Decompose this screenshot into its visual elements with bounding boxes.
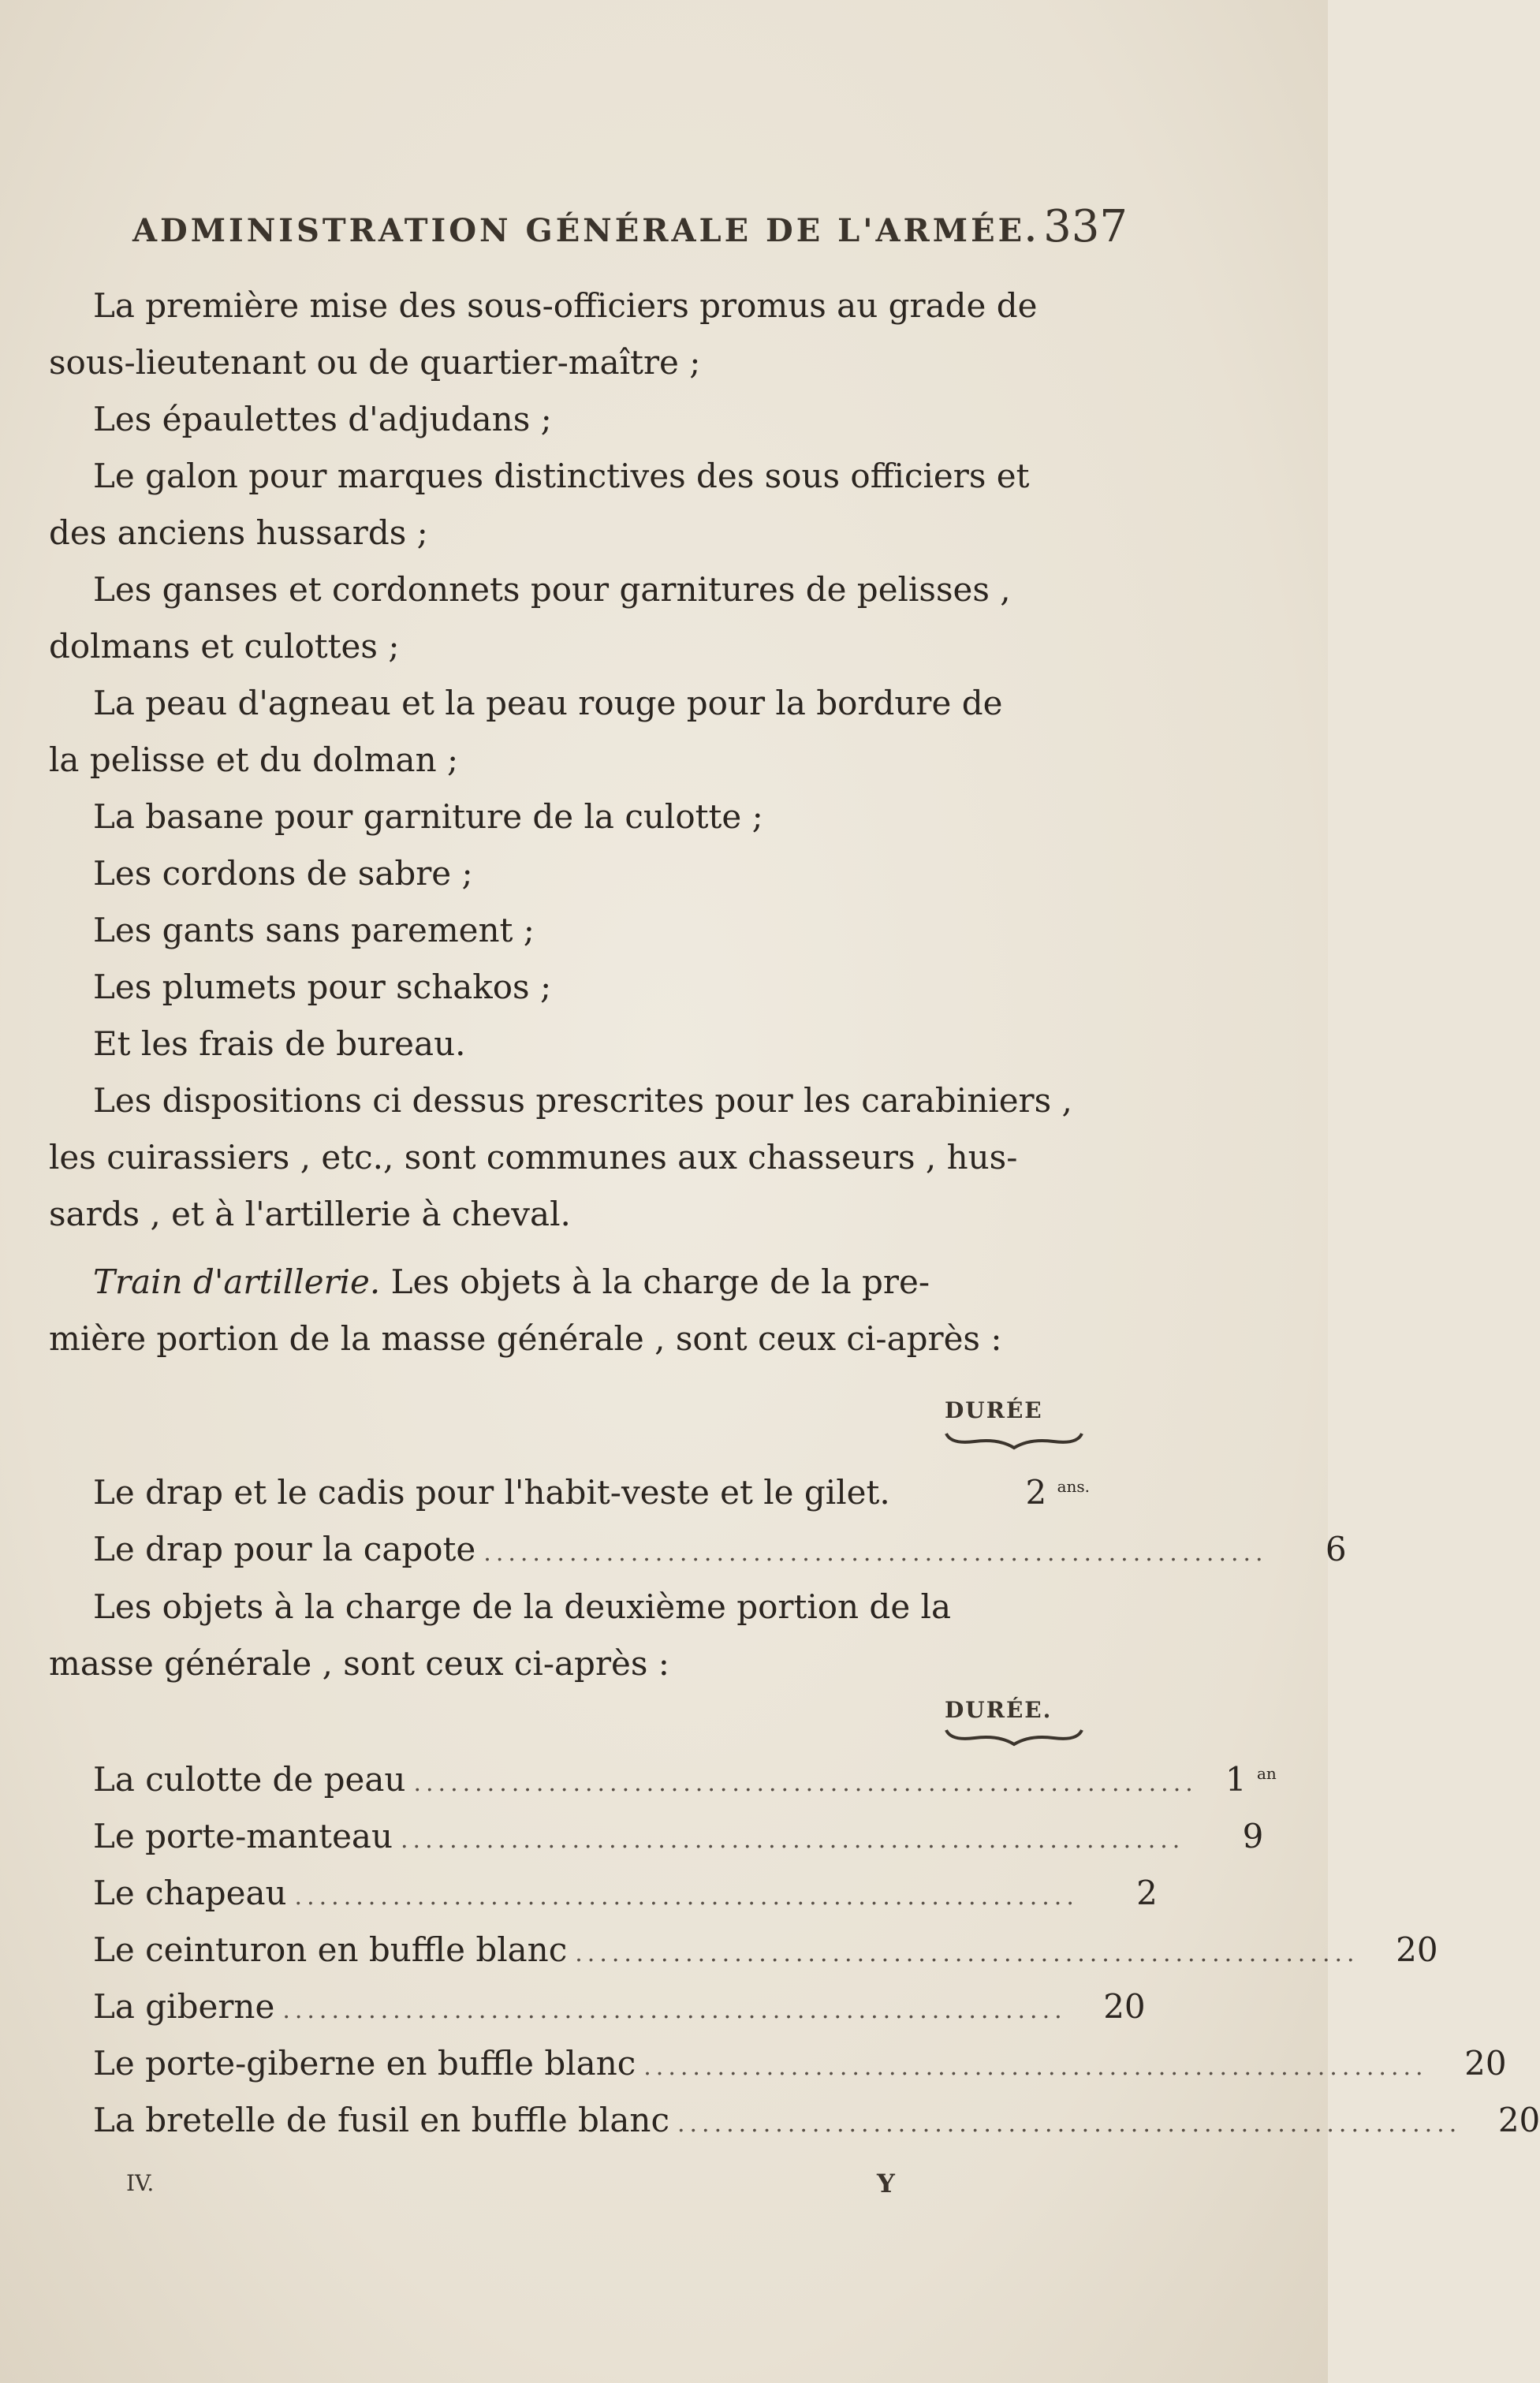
page-number: 337 <box>1043 201 1128 252</box>
table-row <box>93 1817 1264 1855</box>
text-line: sous-lieutenant ou de quartier-maître ; <box>49 343 701 382</box>
text-line: Les cordons de sabre ; <box>93 854 473 893</box>
row-duration: 20 <box>1396 1930 1438 1969</box>
text-line: Et les frais de bureau. <box>93 1024 466 1063</box>
table-row <box>93 2044 1507 2083</box>
train-line-1 <box>93 1254 1071 1311</box>
duration-header: DURÉE. <box>945 1697 1053 1723</box>
row-duration: 1 $^{an}$ <box>1225 1760 1277 1799</box>
brace-icon <box>943 1725 1085 1749</box>
text-line: des anciens hussards ; <box>49 513 428 552</box>
row-label: La bretelle de fusil en buffle blanc <box>93 2101 669 2139</box>
table-row <box>93 1874 1158 1912</box>
text-line: La première mise des sous-officiers promus au grade de <box>93 286 1038 325</box>
text-line: sards , et à l'artillerie à cheval. <box>49 1195 571 1233</box>
dot-leader: ................................................................ <box>413 1770 1198 1797</box>
dot-leader: ................................................................ <box>401 1826 1185 1854</box>
row-duration: 20 <box>1464 2044 1507 2083</box>
table-row <box>93 1473 1090 1512</box>
row-duration: 20 <box>1497 2101 1540 2139</box>
train-line-rest: Les objets à la charge de la pre- <box>380 1262 930 1301</box>
text-line: La basane pour garniture de la culotte ; <box>93 797 763 836</box>
table-row <box>93 1987 1146 2026</box>
text-line: Le galon pour marques distinctives des sous officiers et <box>93 457 1030 495</box>
row-label: Le drap pour la capote <box>93 1530 476 1568</box>
dot-leader: ................................................................ <box>643 2053 1428 2081</box>
row-duration: 2 <box>1136 1874 1158 1912</box>
row-label: La culotte de peau <box>93 1760 406 1799</box>
text-line: Les dispositions ci dessus prescrites pour les carabiniers , <box>93 1081 1072 1120</box>
text-line: Les ganses et cordonnets pour garnitures de pelisses , <box>93 570 1011 609</box>
table-row <box>93 1930 1438 1969</box>
text-line: masse générale , sont ceux ci-après : <box>49 1644 669 1683</box>
dot-leader: ................................................................ <box>677 2110 1462 2138</box>
table-row <box>93 1760 1277 1799</box>
row-label: La giberne <box>93 1987 275 2026</box>
text-line: Les objets à la charge de la deuxième portion de la <box>93 1587 952 1626</box>
signature-mark-right: Y <box>877 2169 895 2198</box>
dot-leader: ................................................................ <box>483 1539 1268 1567</box>
row-label: Le porte-manteau <box>93 1817 393 1855</box>
text-line: la pelisse et du dolman ; <box>49 740 459 779</box>
duration-header: DURÉE <box>945 1397 1043 1423</box>
row-duration: 20 <box>1103 1987 1146 2026</box>
table-row <box>93 1530 1347 1568</box>
row-label: Le drap et le cadis pour l'habit-veste et le gilet. <box>93 1473 890 1512</box>
train-line-2: mière portion de la masse générale , sont ceux ci-après : <box>49 1319 1002 1358</box>
text-line: dolmans et culottes ; <box>49 627 400 666</box>
row-label: Le chapeau <box>93 1874 287 1912</box>
signature-mark-left: IV. <box>126 2170 155 2196</box>
row-duration: 6 <box>1325 1530 1347 1568</box>
text-line: les cuirassiers , etc., sont communes aux chasseurs , hus- <box>49 1138 1018 1177</box>
text-line: Les plumets pour schakos ; <box>93 968 552 1006</box>
train-italic-lead: Train d'artillerie. <box>93 1262 381 1301</box>
dot-leader: ................................................................ <box>282 1997 1067 2024</box>
dot-leader: ................................................................ <box>294 1883 1079 1911</box>
table-row <box>93 2101 1540 2139</box>
text-line: La peau d'agneau et la peau rouge pour la bordure de <box>93 684 1003 722</box>
text-line: Les gants sans parement ; <box>93 911 535 949</box>
running-header <box>132 201 1128 252</box>
dot-leader: ................................................................ <box>575 1940 1359 1967</box>
row-label: Le porte-giberne en buffle blanc <box>93 2044 636 2083</box>
brace-icon <box>943 1429 1085 1453</box>
row-duration: 2 $^{ans.}$ <box>1025 1473 1090 1512</box>
row-label: Le ceinturon en buffle blanc <box>93 1930 568 1969</box>
row-duration: 9 <box>1242 1817 1264 1855</box>
text-line: Les épaulettes d'adjudans ; <box>93 400 552 438</box>
running-title: ADMINISTRATION GÉNÉRALE DE L'ARMÉE. <box>132 212 1039 249</box>
